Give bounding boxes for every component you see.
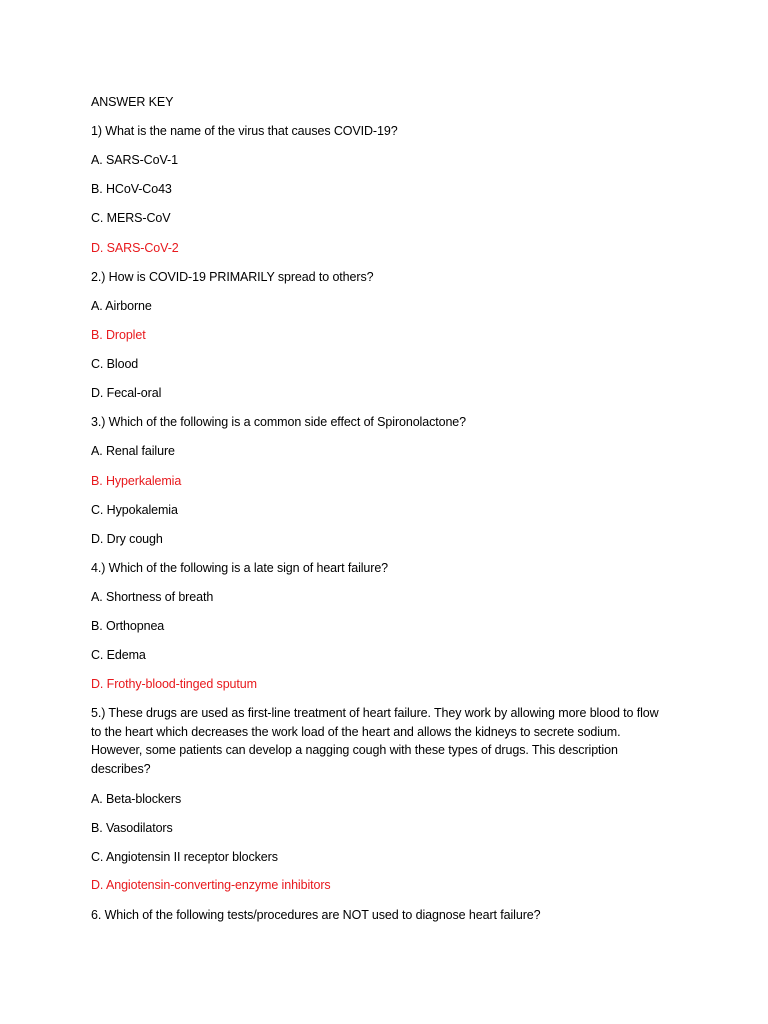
question-4-option-c: C. Edema	[91, 648, 146, 662]
question-4-option-a: A. Shortness of breath	[91, 590, 214, 604]
question-1-option-c: C. MERS-CoV	[91, 211, 171, 225]
question-2-option-d: D. Fecal-oral	[91, 386, 162, 400]
question-4-option-d-correct: D. Frothy-blood-tinged sputum	[91, 677, 257, 691]
question-5-text: 5.) These drugs are used as first-line treatment of heart failure. They work by allowing more blood to flow to the heart which decreases the work load of the heart and allows the kidneys to secrete sodium. However, some patients can develop a nagging cough with these types of drugs. This description describes?	[91, 706, 659, 776]
question-3-text: 3.) Which of the following is a common side effect of Spironolactone?	[91, 415, 467, 429]
question-3-option-b-correct: B. Hyperkalemia	[91, 474, 182, 488]
question-1-option-a: A. SARS-CoV-1	[91, 153, 178, 167]
question-3-option-d: D. Dry cough	[91, 532, 163, 546]
question-2-option-b-correct: B. Droplet	[91, 328, 146, 342]
question-2-option-a: A. Airborne	[91, 299, 152, 313]
answer-key-title: ANSWER KEY	[91, 95, 174, 109]
question-1-option-b: B. HCoV-Co43	[91, 182, 172, 196]
question-5-option-a: A. Beta-blockers	[91, 792, 182, 806]
question-5-option-c: C. Angiotensin II receptor blockers	[91, 850, 278, 864]
question-4-option-b: B. Orthopnea	[91, 619, 165, 633]
question-2-text: 2.) How is COVID-19 PRIMARILY spread to others?	[91, 270, 374, 284]
question-1-option-d-correct: D. SARS-CoV-2	[91, 241, 179, 255]
question-5-option-d-correct: D. Angiotensin-converting-enzyme inhibitors	[91, 878, 331, 892]
question-5-option-b: B. Vasodilators	[91, 821, 173, 835]
question-2-option-c: C. Blood	[91, 357, 139, 371]
question-6-text: 6. Which of the following tests/procedures are NOT used to diagnose heart failure?	[91, 908, 541, 922]
question-3-option-a: A. Renal failure	[91, 444, 175, 458]
question-1-text: 1) What is the name of the virus that causes COVID-19?	[91, 124, 398, 138]
question-4-text: 4.) Which of the following is a late sign of heart failure?	[91, 561, 389, 575]
question-3-option-c: C. Hypokalemia	[91, 503, 178, 517]
